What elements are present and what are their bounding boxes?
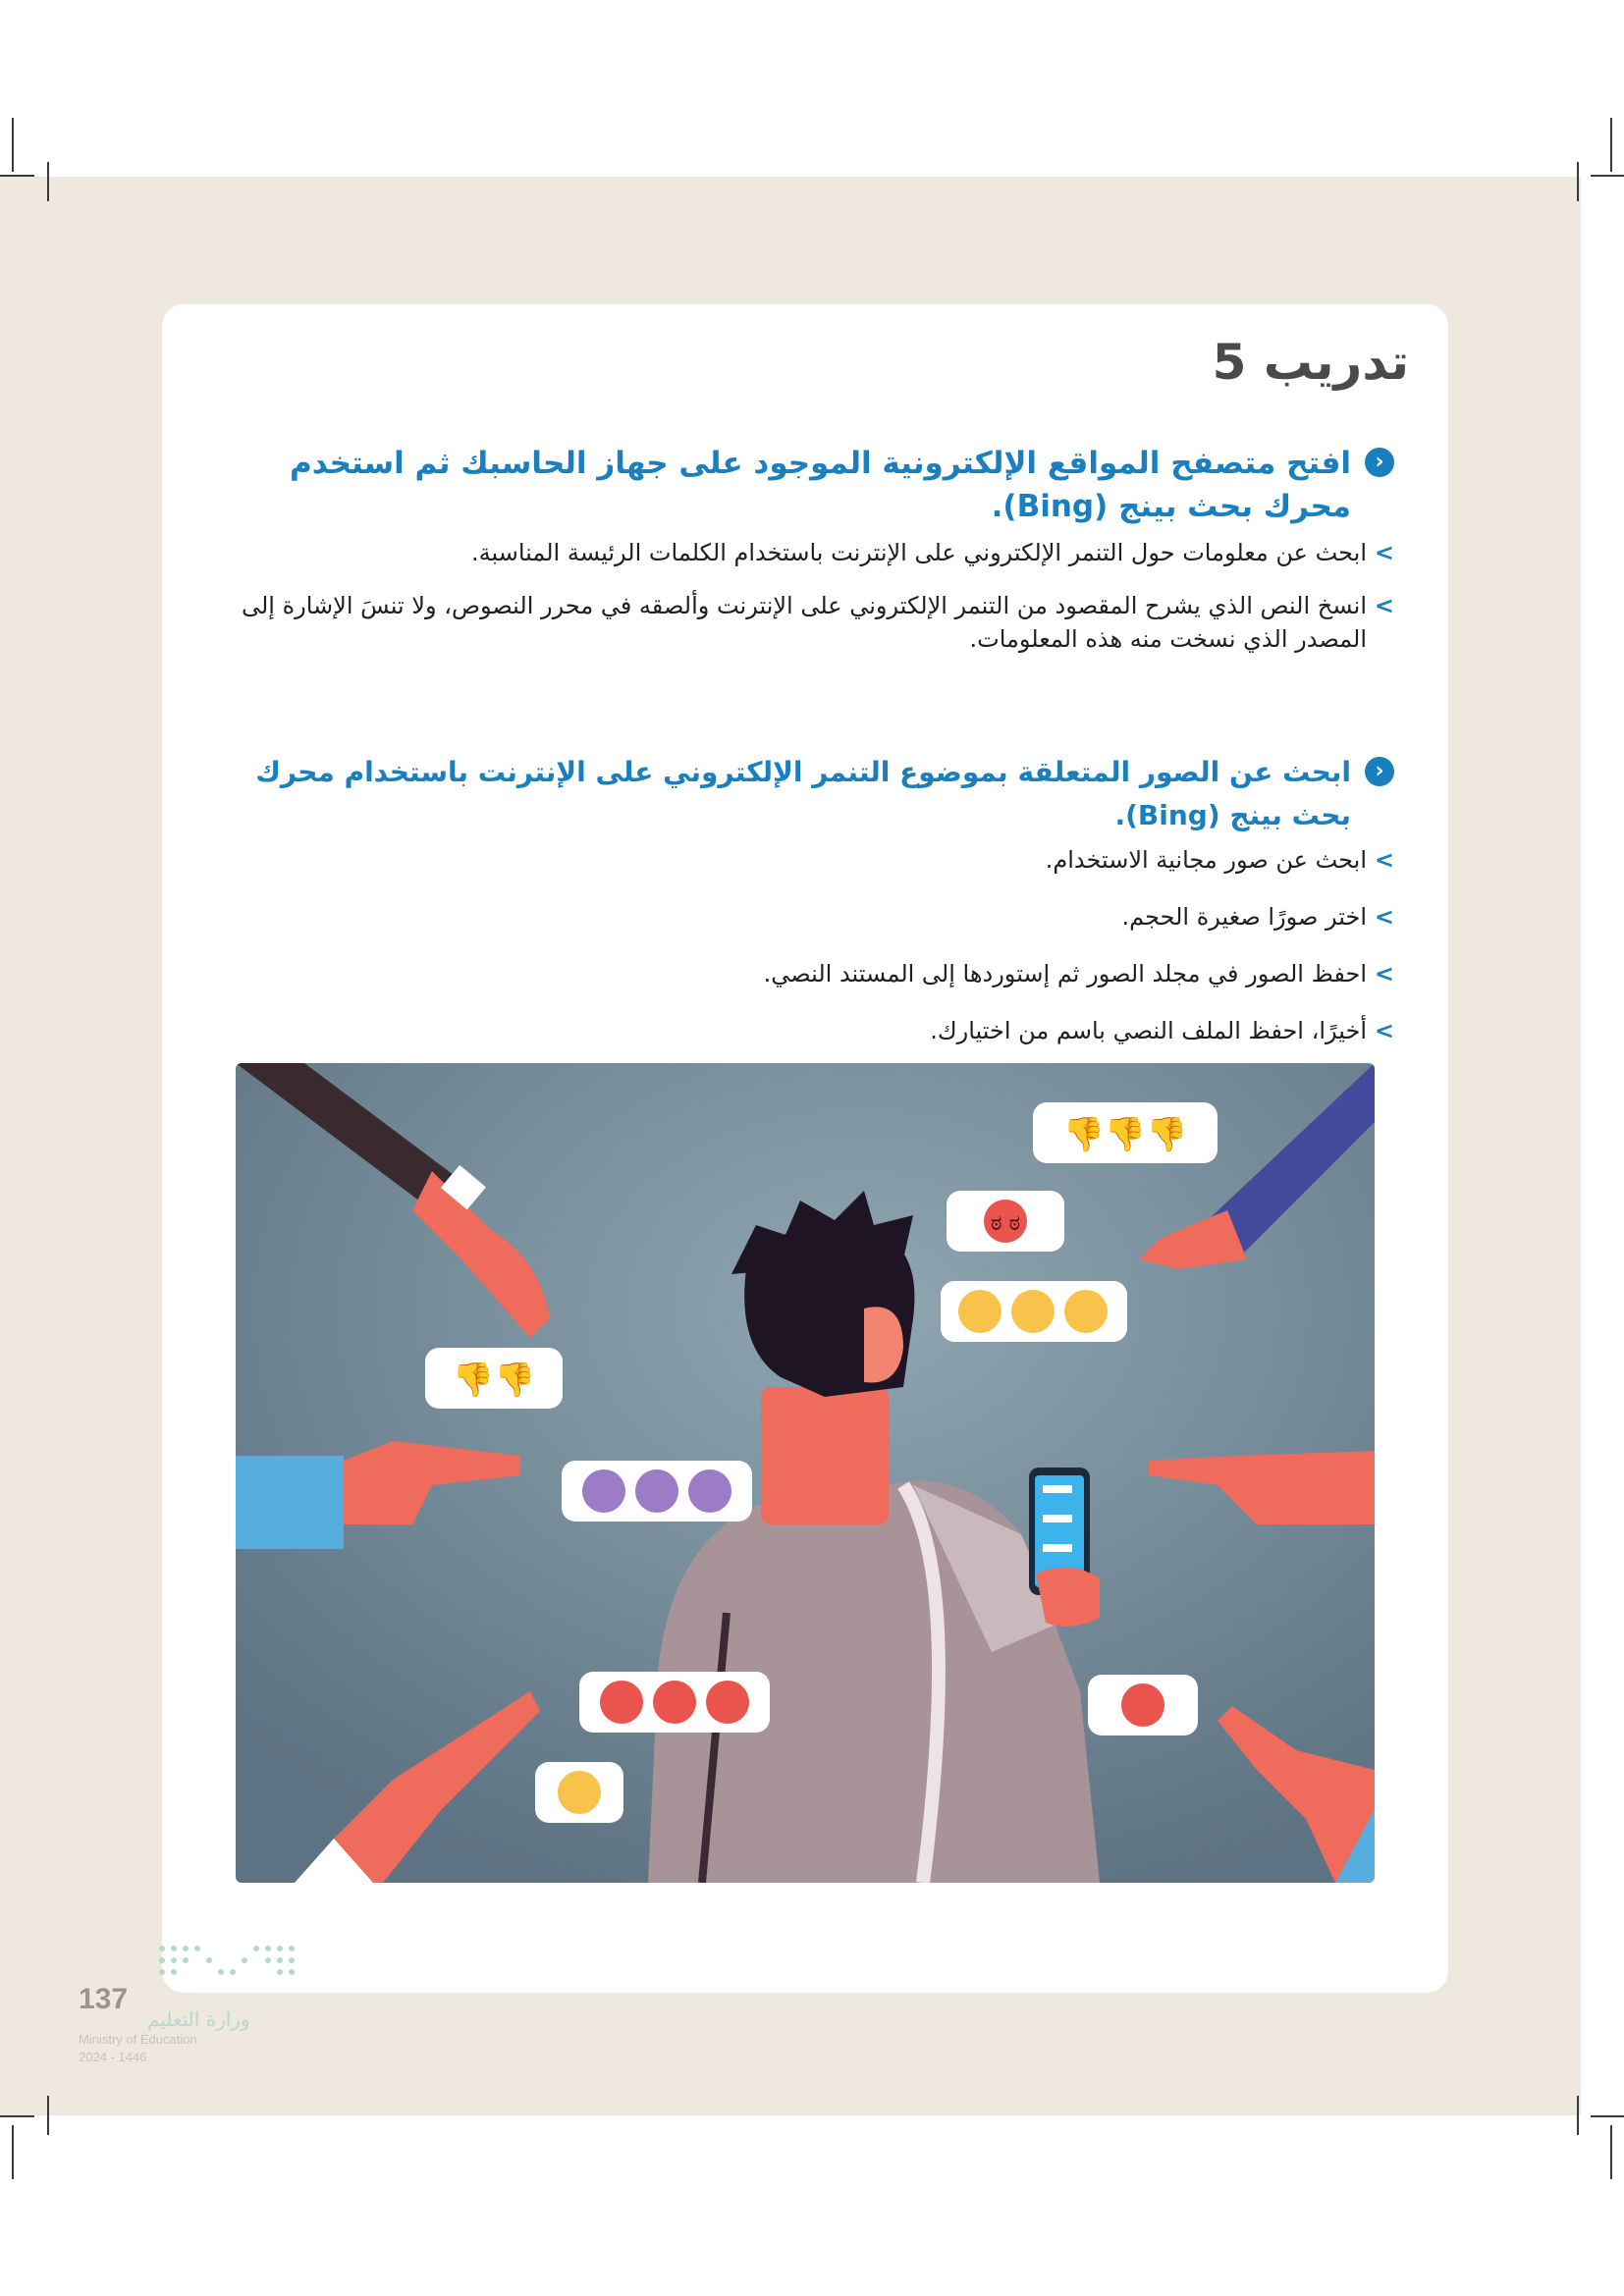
cyberbullying-illustration	[236, 1063, 1375, 1883]
section-heading	[231, 751, 1394, 837]
crop-mark	[1591, 175, 1624, 177]
thumbs-down-bubble	[425, 1348, 563, 1409]
list-item-text: ابحث عن صور مجانية الاستخدام.	[1045, 846, 1367, 874]
ministry-name-en: Ministry of Education	[79, 2032, 197, 2047]
crop-mark	[0, 2115, 34, 2117]
laughing-emoji-bubble	[941, 1281, 1127, 1342]
section-browser	[231, 442, 1394, 656]
page-number: 137	[79, 1983, 129, 2015]
bullet-icon: >	[1374, 592, 1394, 619]
svg-text:ಠ ಠ: ಠ ಠ	[990, 1211, 1021, 1236]
crop-mark	[1577, 162, 1579, 201]
list-item-text: أخيرًا، احفظ الملف النصي باسم من اختيارك.	[930, 1017, 1367, 1044]
list-item	[231, 900, 1394, 934]
ministry-logo-pattern	[152, 1939, 309, 1982]
bullet-icon: >	[1374, 1017, 1394, 1044]
list-item	[231, 843, 1394, 877]
chevron-circle-icon: ‹	[1365, 448, 1394, 477]
crop-mark	[0, 175, 34, 177]
section-heading-text: ابحث عن الصور المتعلقة بموضوع التنمر الإلكتروني على الإنترنت باستخدام محرك بحث بينج (Bing).	[255, 756, 1351, 831]
list-item-text: ابحث عن معلومات حول التنمر الإلكتروني على الإنترنت باستخدام الكلمات الرئيسة المناسبة.	[470, 539, 1367, 566]
thumbs-down-bubble	[1033, 1102, 1218, 1163]
list-item	[231, 589, 1394, 656]
section-heading-text: افتح متصفح المواقع الإلكترونية الموجود على جهاز الحاسبك ثم استخدم محرك بحث بينج (Bing).	[290, 446, 1351, 524]
chevron-circle-icon: ‹	[1365, 757, 1394, 786]
crop-mark	[12, 2125, 14, 2179]
page-edge	[1581, 177, 1624, 2115]
crop-mark	[1591, 2115, 1624, 2117]
ministry-year: 2024 - 1446	[79, 2050, 147, 2064]
crop-mark	[12, 118, 14, 172]
angry-emoji-bubble	[947, 1191, 1064, 1252]
list-item	[231, 1014, 1394, 1047]
crop-mark	[47, 2096, 49, 2135]
section-heading	[231, 442, 1394, 528]
laughing-emoji-bubble	[535, 1762, 623, 1823]
exercise-card	[162, 304, 1448, 1993]
page-footer	[79, 1939, 314, 2086]
angry-emoji-bubble	[579, 1672, 770, 1733]
list-item	[231, 536, 1394, 569]
bullet-icon: >	[1374, 846, 1394, 874]
list-item	[231, 957, 1394, 990]
crop-mark	[47, 162, 49, 201]
crop-mark	[1577, 2096, 1579, 2135]
ministry-name-ar: وزارة التعليم	[147, 2007, 250, 2031]
list-item-text: احفظ الصور في مجلد الصور ثم إستوردها إلى المستند النصي.	[763, 960, 1367, 988]
crop-mark	[1610, 118, 1612, 172]
exercise-title: تدريب 5	[1212, 334, 1409, 391]
angry-emoji-bubble	[1088, 1675, 1198, 1735]
section-images	[231, 751, 1394, 1047]
list-item-text: اختر صورًا صغيرة الحجم.	[1121, 903, 1367, 931]
crop-mark	[1610, 2125, 1612, 2179]
list-item-text: انسخ النص الذي يشرح المقصود من التنمر الإلكتروني على الإنترنت وألصقه في محرر النصوص، ولا تنسَ الإشارة إلى المصدر الذي نسخت منه هذه المعلومات.	[241, 592, 1367, 653]
bullet-icon: >	[1374, 903, 1394, 931]
svg-text:👎👎: 👎👎	[452, 1361, 536, 1400]
bullet-icon: >	[1374, 960, 1394, 988]
bullet-icon: >	[1374, 539, 1394, 566]
svg-text:👎👎👎: 👎👎👎	[1062, 1115, 1188, 1154]
smirk-emoji-bubble	[562, 1461, 752, 1522]
